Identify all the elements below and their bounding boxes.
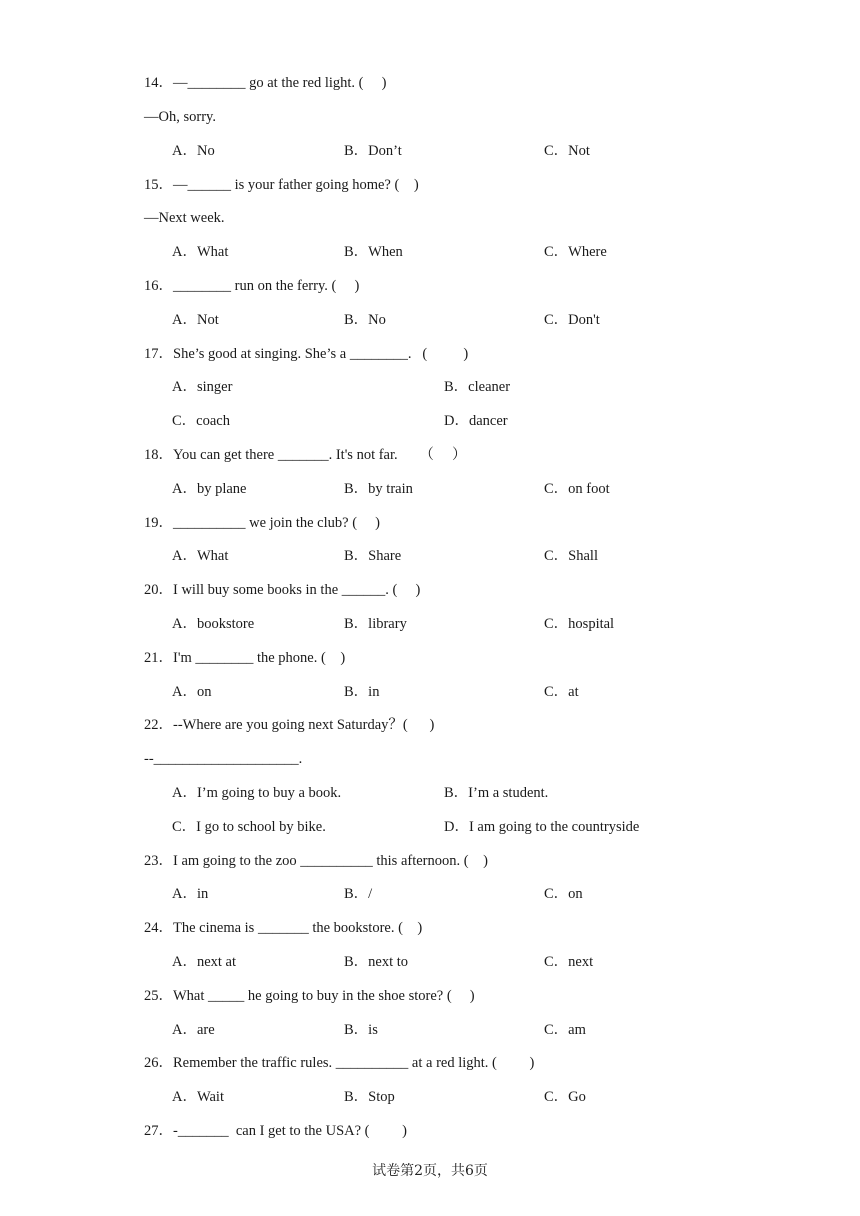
question-23-option-b: B．/ [344,886,373,902]
question-22-option-a: A．I’m going to buy a book. [172,785,342,801]
question-20-stem: 20．I will buy some books in the ______. ( ) [144,582,421,598]
question-15-extra-line: —Next week. [144,210,225,226]
question-25-stem: 25．What _____ he going to buy in the shoe store? ( ) [144,988,475,1004]
question-18-option-a: A．by plane [172,481,247,497]
question-16-option-c: C．Don't [544,312,600,328]
question-14-extra-line: —Oh, sorry. [144,109,216,125]
question-24-stem: 24．The cinema is _______ the bookstore. ( ) [144,920,423,936]
question-26-option-a: A．Wait [172,1089,224,1105]
question-21-option-a: A．on [172,684,212,700]
question-20-option-c: C．hospital [544,616,615,632]
question-21-stem: 21．I'm ________ the phone. ( ) [144,650,346,666]
question-22-option-b: B．I’m a student. [444,785,549,801]
question-17-option-d: D．dancer [444,413,508,429]
question-25-option-c: C．am [544,1022,586,1038]
question-16-option-a: A．Not [172,312,219,328]
question-15-option-b: B．When [344,244,403,260]
question-18-option-c: C．on foot [544,481,610,497]
question-22-extra-line: --____________________. [144,751,303,767]
question-14-option-b: B．Don’t [344,143,402,159]
question-22-option-d: D．I am going to the countryside [444,819,640,835]
question-18-option-b: B．by train [344,481,413,497]
question-27-stem: 27．-_______ can I get to the USA? ( ) [144,1123,407,1139]
question-17-option-a: A．singer [172,379,233,395]
question-20-option-a: A．bookstore [172,616,255,632]
question-14-stem: 14．—________ go at the red light. ( ) [144,75,387,91]
question-25-option-a: A．are [172,1022,215,1038]
question-17-stem: 17．She’s good at singing. She’s a ________. ( ) [144,346,469,362]
question-16-option-b: B．No [344,312,386,328]
question-18-stem: 18．You can get there _______. It's not far. （ ） [144,447,467,463]
page-footer: 试卷第2页，共6页 [372,1163,488,1179]
question-24-option-a: A．next at [172,954,237,970]
question-24-option-c: C．next [544,954,594,970]
question-23-option-a: A．in [172,886,209,902]
question-21-option-c: C．at [544,684,579,700]
question-26-option-b: B．Stop [344,1089,395,1105]
question-22-stem: 22．--Where are you going next Saturday？( ) [144,717,435,733]
question-15-option-a: A．What [172,244,229,260]
question-20-option-b: B．library [344,616,407,632]
question-15-option-c: C．Where [544,244,607,260]
question-19-stem: 19．__________ we join the club? ( ) [144,515,380,531]
question-26-stem: 26．Remember the traffic rules. __________ at a red light. ( ) [144,1055,535,1071]
question-19-option-b: B．Share [344,548,402,564]
question-23-stem: 23．I am going to the zoo __________ this afternoon. ( ) [144,853,488,869]
question-17-option-c: C．coach [172,413,230,429]
question-26-option-c: C．Go [544,1089,586,1105]
question-19-option-a: A．What [172,548,229,564]
question-25-option-b: B．is [344,1022,378,1038]
question-24-option-b: B．next to [344,954,409,970]
question-22-option-c: C．I go to school by bike. [172,819,326,835]
question-19-option-c: C．Shall [544,548,598,564]
question-17-option-b: B．cleaner [444,379,511,395]
question-16-stem: 16．________ run on the ferry. ( ) [144,278,360,294]
question-14-option-c: C．Not [544,143,590,159]
question-23-option-c: C．on [544,886,583,902]
question-15-stem: 15．—______ is your father going home? ( ) [144,177,419,193]
question-21-option-b: B．in [344,684,380,700]
question-14-option-a: A．No [172,143,215,159]
